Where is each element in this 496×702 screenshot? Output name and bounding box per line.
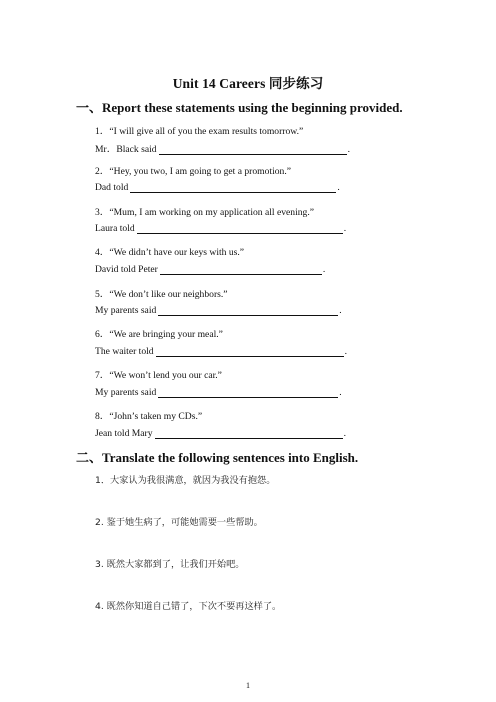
- answer-prefix-5: My parents said: [95, 305, 157, 316]
- answer-blank-5[interactable]: [158, 306, 338, 316]
- answer-period-1: .: [347, 144, 350, 155]
- statement-3: 3．“Mum, I am working on my application all evening.”: [95, 207, 315, 218]
- answer-blank-3[interactable]: [137, 224, 343, 234]
- translation-item-3: 3. 既然大家都到了，让我们开始吧。: [95, 559, 245, 570]
- answer-line-3: [95, 223, 346, 234]
- answer-line-5: [95, 305, 342, 316]
- page-title: Unit 14 Careers 同步练习: [172, 76, 324, 91]
- answer-period-7: .: [339, 387, 342, 398]
- answer-period-2: .: [337, 182, 340, 193]
- answer-period-6: .: [344, 346, 348, 357]
- translation-item-2: 2. 鉴于她生病了，可能她需要一些帮助。: [95, 517, 263, 528]
- answer-blank-8[interactable]: [155, 429, 343, 439]
- answer-line-7: [95, 387, 342, 398]
- answer-period-4: .: [322, 264, 326, 275]
- answer-line-4: [95, 264, 325, 275]
- translation-item-1: 1．大家认为我很满意，就因为我没有抱怨。: [95, 475, 276, 486]
- section-2-heading: 二、Translate the following sentences into English.: [76, 450, 359, 465]
- statement-8: 8．“John’s taken my CDs.”: [95, 411, 203, 422]
- answer-period-8: .: [343, 428, 346, 439]
- answer-blank-4[interactable]: [160, 265, 322, 275]
- statement-5: 5．“We don’t like our neighbors.”: [95, 289, 228, 300]
- answer-blank-7[interactable]: [158, 388, 338, 398]
- answer-prefix-7: My parents said: [95, 387, 157, 398]
- answer-prefix-2: Dad told: [95, 182, 129, 193]
- page-number: 1: [246, 681, 250, 690]
- answer-blank-2[interactable]: [130, 183, 336, 193]
- answer-line-8: [95, 428, 346, 439]
- statement-4: 4．“We didn’t have our keys with us.”: [95, 247, 245, 258]
- answer-prefix-8: Jean told Mary: [95, 428, 153, 439]
- answer-period-5: .: [339, 305, 342, 316]
- answer-blank-1[interactable]: [159, 145, 347, 155]
- statement-1: 1．“I will give all of you the exam results tomorrow.”: [95, 126, 304, 137]
- answer-prefix-6: The waiter told: [95, 346, 154, 357]
- statement-7: 7．“We won’t lend you our car.”: [95, 370, 222, 381]
- answer-prefix-1: Mr．Black said: [95, 144, 157, 155]
- answer-line-6: [95, 346, 347, 357]
- answer-blank-6[interactable]: [156, 347, 344, 357]
- statement-6: 6．“We are bringing your meal.”: [95, 329, 223, 340]
- statement-2: 2．“Hey, you two, I am going to get a promotion.”: [95, 166, 292, 177]
- answer-line-2: [95, 182, 340, 193]
- answer-period-3: .: [343, 223, 347, 234]
- section-1-heading: 一、Report these statements using the beginning provided.: [76, 100, 403, 115]
- answer-line-1: [95, 141, 350, 155]
- translation-item-4: 4. 既然你知道自己错了，下次不要再这样了。: [95, 601, 282, 612]
- answer-prefix-4: David told Peter: [95, 264, 158, 275]
- answer-prefix-3: Laura told: [95, 223, 135, 234]
